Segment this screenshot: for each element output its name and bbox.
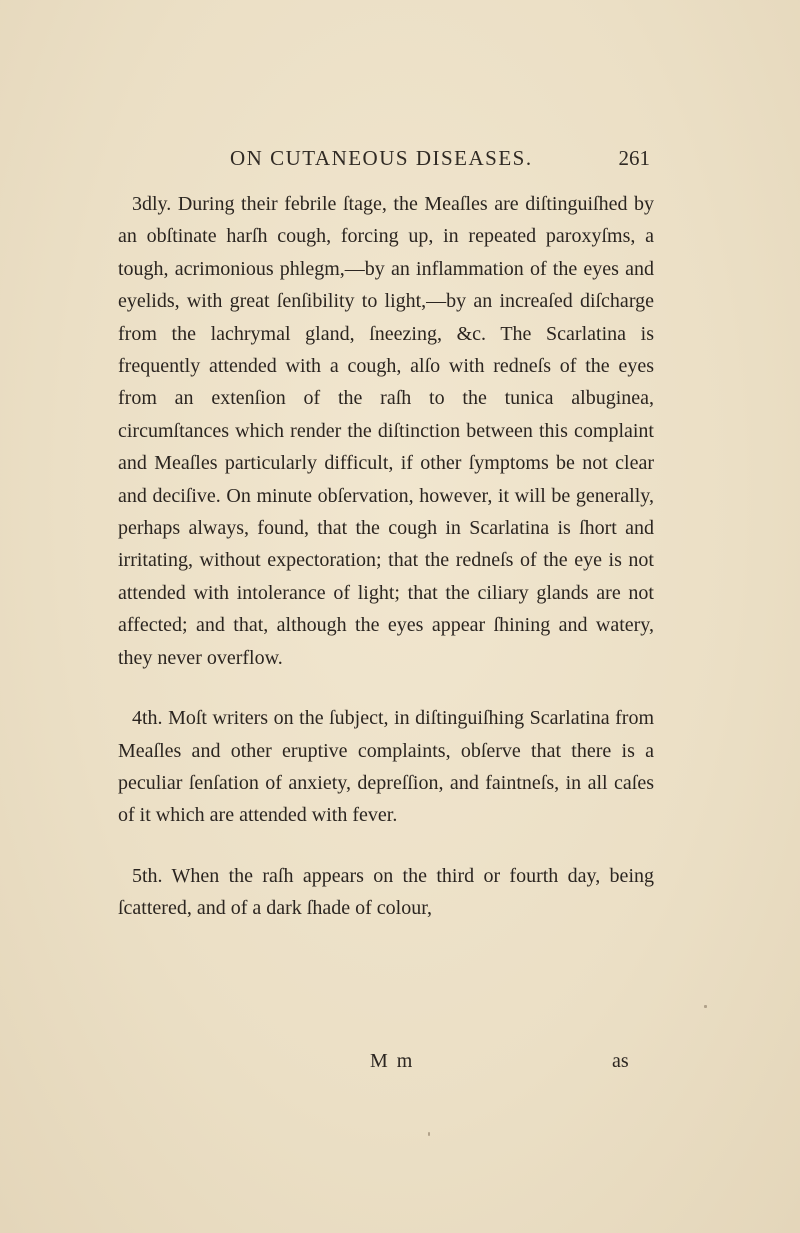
body-text [118, 188, 654, 925]
catchword: as [612, 1050, 629, 1072]
paragraph-4th: 4th. Moſt writers on the ſubject, in diſtinguiſhing Scarlatina from Meaſles and other eruptive complaints, obſerve that there is a peculiar ſenſation of anxiety, depreſſion, and faintneſs, in all caſes of it which are attended with fever. [118, 707, 654, 827]
page-number: 261 [618, 146, 650, 170]
page-header [118, 146, 658, 172]
paragraph-gap [118, 674, 654, 702]
signature-mark: M m [370, 1050, 415, 1072]
paragraph-3dly: 3dly. During their febrile ſtage, the Meaſles are diſtinguiſhed by an obſtinate harſh cough, forcing up, in repeated paroxyſms, a tough, acrimonious phlegm,—by an inflammation of the eyes and eyelids, with great ſenſibility to light,—by an increaſed diſcharge from the lachrymal gland, ſneezing, &c. The Scarlatina is frequently attended with a cough, alſo with redneſs of the eyes from an extenſion of the raſh to the tunica albuginea, circumſtances which render the diſtinction between this complaint and Meaſles particularly difficult, if other ſymptoms be not clear and deciſive. On minute obſervation, however, it will be generally, perhaps always, found, that the cough in Scarlatina is ſhort and irritating, without expectoration; that the redneſs of the eye is not attended with intolerance of light; that the ciliary glands are not affected; and that, although the eyes appear ſhining and watery, they never overflow. [118, 193, 654, 669]
page-footer [118, 1050, 658, 1080]
paper-speck [428, 1132, 430, 1136]
paper-speck [704, 1005, 707, 1008]
running-head: ON CUTANEOUS DISEASES. [230, 146, 533, 170]
paragraph-5th: 5th. When the raſh appears on the third or fourth day, being ſcattered, and of a dark ſhade of colour, [118, 864, 654, 920]
paragraph-gap [118, 832, 654, 860]
